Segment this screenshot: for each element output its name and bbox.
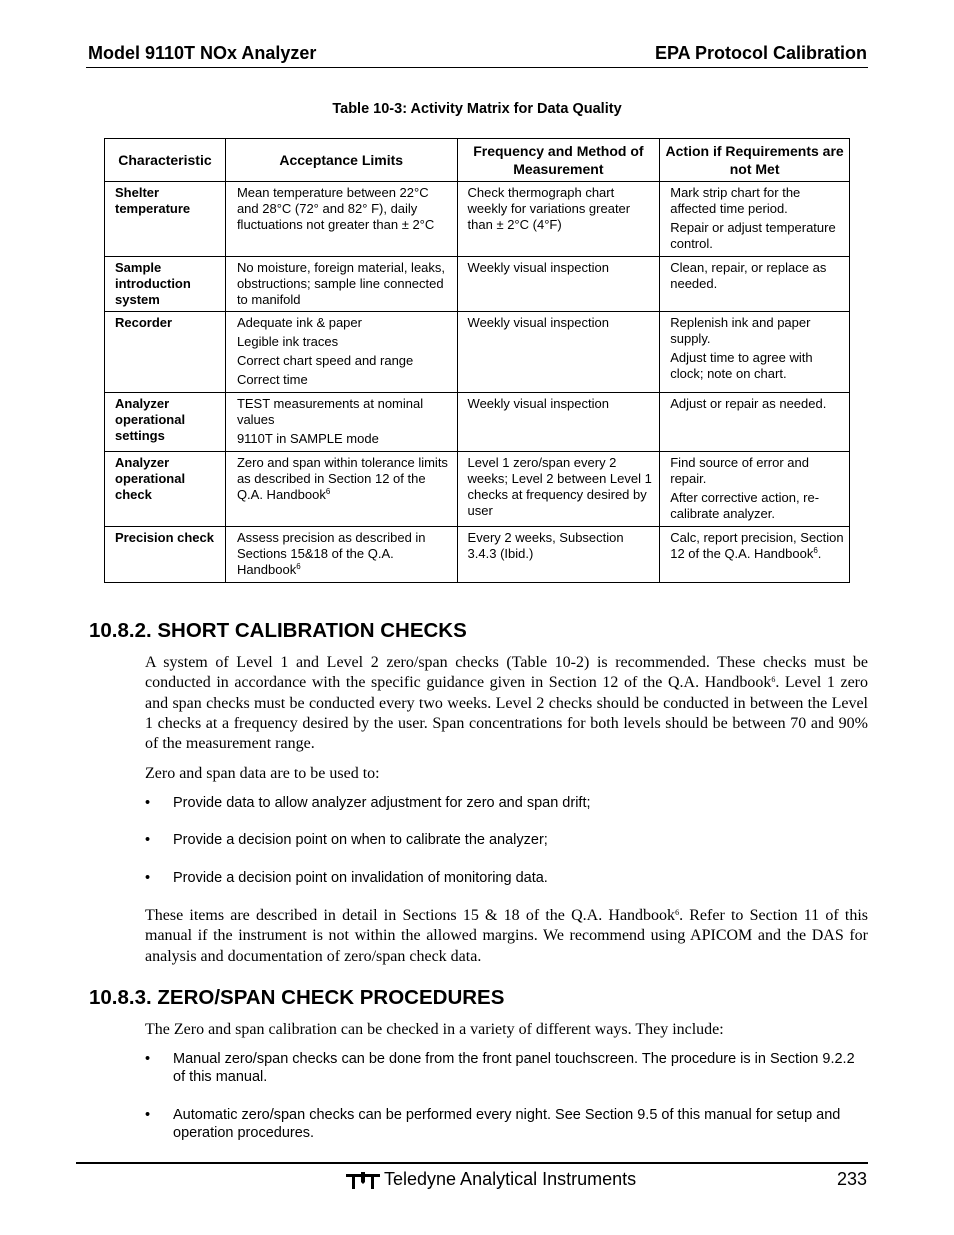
section-heading-short-calibration: 10.8.2. SHORT CALIBRATION CHECKS — [89, 619, 467, 642]
frequency-cell — [457, 257, 660, 312]
action-text-tail: . — [817, 546, 822, 561]
teledyne-logo-icon — [346, 1170, 380, 1195]
list-item-text: Provide data to allow analyzer adjustment for zero and span drift; — [173, 795, 591, 811]
activity-matrix-table — [104, 138, 850, 583]
list-item-text: Automatic zero/span checks can be performed every night. See Section 9.5 of this manual for setup and operation procedures. — [173, 1107, 841, 1141]
footnote-ref: 6 — [675, 908, 680, 917]
table-caption: Table 10-3: Activity Matrix for Data Quality — [332, 101, 622, 117]
action-cell — [660, 393, 850, 452]
paragraph-text: . Refer to Section 11 of this manual if the instrument is not within the allowed margins. We recommend using APICOM and the DAS for analysis and documentation of zero/span check data. — [145, 907, 869, 965]
characteristic-cell: Analyzer operational settings — [105, 393, 226, 452]
table-row — [105, 312, 850, 393]
action-text: Adjust or repair as needed. — [670, 396, 827, 411]
header-rule — [86, 67, 868, 68]
characteristic-cell: Shelter temperature — [105, 182, 226, 257]
action-cell — [660, 312, 850, 393]
limits-text: No moisture, foreign material, leaks, obstructions; sample line connected to manifold — [236, 260, 446, 307]
limits-text: Assess precision as described in Sections 15&18 of the Q.A. Handbook — [236, 530, 426, 577]
paragraph: The Zero and span calibration can be checked in a variety of different ways. They include: — [145, 1021, 724, 1038]
action-text: Mark strip chart for the affected time period. — [670, 185, 801, 216]
frequency-cell — [457, 312, 660, 393]
action-text: Repair or adjust temperature control. — [670, 220, 836, 251]
frequency-cell — [457, 527, 660, 583]
bullet-icon: • — [145, 832, 151, 848]
action-text: Clean, repair, or replace as needed. — [670, 260, 827, 291]
column-header: Action if Requirements are not Met — [660, 139, 850, 182]
characteristic-cell: Precision check — [105, 527, 226, 583]
footer-company: Teledyne Analytical Instruments — [384, 1169, 637, 1189]
frequency-text: Weekly visual inspection — [467, 396, 609, 411]
paragraph — [145, 906, 868, 967]
table-row — [105, 452, 850, 527]
action-text: Find source of error and repair. — [670, 455, 809, 486]
action-cell — [660, 182, 850, 257]
list-item-text: Manual zero/span checks can be done from the front panel touchscreen. The procedure is in Section 9.2.2 of this manual. — [173, 1051, 855, 1085]
footnote-ref: 6 — [325, 487, 331, 496]
limits-cell — [225, 257, 457, 312]
section-heading-zero-span: 10.8.3. ZERO/SPAN CHECK PROCEDURES — [89, 986, 505, 1009]
table-header-row — [105, 139, 850, 182]
frequency-text: Check thermograph chart weekly for variations greater than ± 2°C (4°F) — [467, 185, 631, 232]
limits-text: Zero and span within tolerance limits as described in Section 12 of the Q.A. Handbook — [236, 455, 448, 502]
paragraph — [145, 653, 868, 754]
limits-text: Mean temperature between 22°C and 28°C (72° and 82° F), daily fluctuations not greater than ± 2°C — [236, 185, 435, 232]
paragraph-text: These items are described in detail in Sections 15 & 18 of the Q.A. Handbook — [145, 907, 676, 924]
paragraph-text: . Level 1 zero and span checks must be conducted every two weeks. Level 2 checks should be conducted in between the Level 1 checks at a frequency desired by the user. Span concentrations for both levels should be between 70 and 90% of the measurement range. — [145, 674, 869, 753]
column-header: Frequency and Method of Measurement — [457, 139, 660, 182]
characteristic-cell: Sample introduction system — [105, 257, 226, 312]
limits-text: Correct time — [236, 372, 308, 387]
limits-text: TEST measurements at nominal values — [236, 396, 424, 427]
frequency-cell — [457, 393, 660, 452]
limits-cell — [225, 312, 457, 393]
limits-cell — [225, 393, 457, 452]
action-cell — [660, 257, 850, 312]
action-cell — [660, 452, 850, 527]
limits-text: Adequate ink & paper — [236, 315, 362, 330]
limits-text: 9110T in SAMPLE mode — [236, 431, 379, 446]
page-number: 233 — [836, 1169, 867, 1189]
column-header: Characteristic — [105, 139, 226, 182]
header-section-title: EPA Protocol Calibration — [654, 43, 867, 63]
limits-cell — [225, 527, 457, 583]
limits-cell — [225, 452, 457, 527]
bullet-icon: • — [145, 1051, 151, 1067]
bullet-icon: • — [145, 795, 151, 811]
limits-text: Legible ink traces — [236, 334, 339, 349]
footnote-ref: 6 — [813, 546, 818, 555]
paragraph-text: A system of Level 1 and Level 2 zero/span checks (Table 10-2) is recommended. These checks must be conducted in accordance with the specific guidance given in Section 12 of the Q.A. Handbook — [145, 654, 868, 692]
limits-cell — [225, 182, 457, 257]
frequency-text: Every 2 weeks, Subsection 3.4.3 (Ibid.) — [467, 530, 624, 561]
table-row — [105, 527, 850, 583]
table-row — [105, 257, 850, 312]
action-cell — [660, 527, 850, 583]
action-text: After corrective action, re-calibrate analyzer. — [670, 490, 820, 521]
frequency-text: Weekly visual inspection — [467, 315, 609, 330]
frequency-cell — [457, 452, 660, 527]
footer-rule — [76, 1162, 868, 1164]
list-item-text: Provide a decision point on invalidation of monitoring data. — [173, 870, 548, 886]
frequency-text: Weekly visual inspection — [467, 260, 609, 275]
table-row — [105, 182, 850, 257]
footnote-ref: 6 — [296, 562, 301, 571]
header-model-title: Model 9110T NOx Analyzer — [88, 43, 317, 63]
action-text: Calc, report precision, Section 12 of the Q.A. Handbook — [670, 530, 844, 561]
footnote-ref: 6 — [771, 675, 776, 685]
table-row — [105, 393, 850, 452]
column-header: Acceptance Limits — [225, 139, 457, 182]
action-text: Adjust time to agree with clock; note on chart. — [670, 350, 813, 381]
action-text: Replenish ink and paper supply. — [670, 315, 811, 346]
bullet-icon: • — [145, 870, 151, 886]
limits-text: Correct chart speed and range — [236, 353, 414, 368]
frequency-cell — [457, 182, 660, 257]
bullet-icon: • — [145, 1107, 151, 1123]
paragraph: Zero and span data are to be used to: — [145, 765, 380, 782]
list-item-text: Provide a decision point on when to calibrate the analyzer; — [173, 832, 548, 848]
characteristic-cell: Analyzer operational check — [105, 452, 226, 527]
frequency-text: Level 1 zero/span every 2 weeks; Level 2 between Level 1 checks at frequency desired by user — [467, 455, 652, 518]
characteristic-cell: Recorder — [105, 312, 226, 393]
